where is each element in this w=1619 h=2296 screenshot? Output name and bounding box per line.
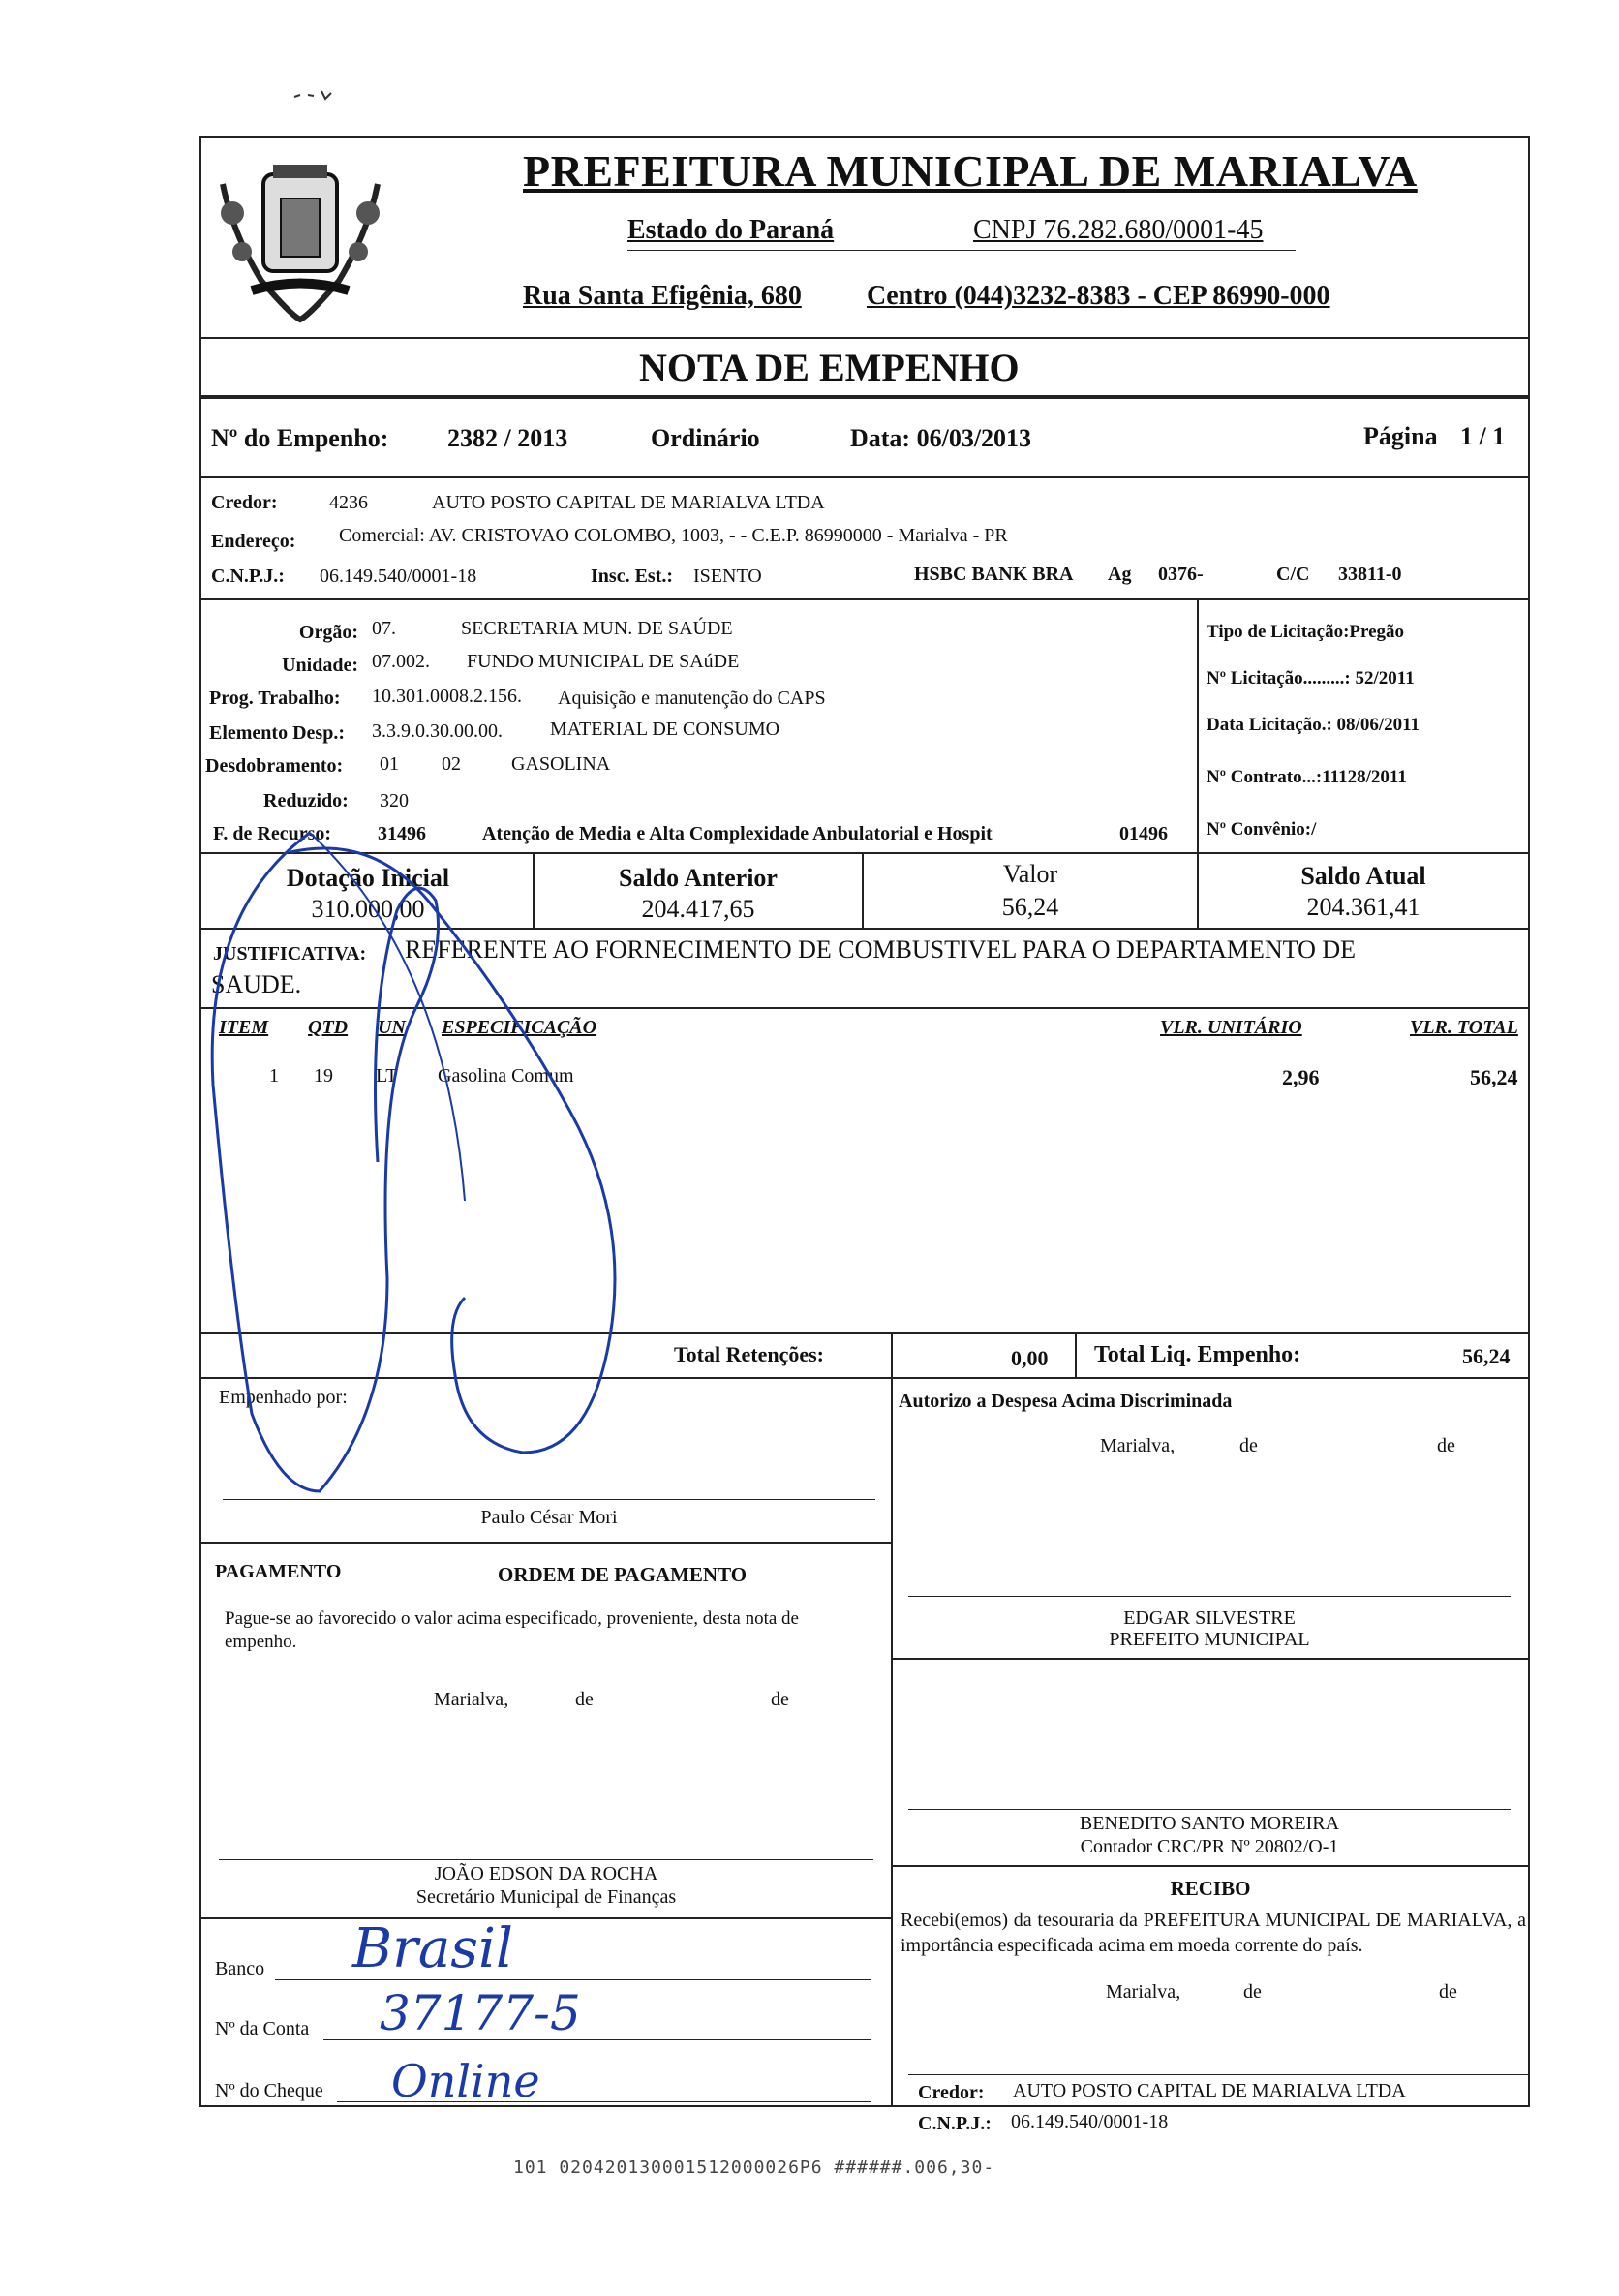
prog-label: Prog. Trabalho: xyxy=(209,688,341,709)
divider xyxy=(199,1917,891,1919)
ag-value: 0376- xyxy=(1158,564,1204,585)
handwritten-conta: 37177-5 xyxy=(380,1985,581,2041)
item-un: LT xyxy=(376,1065,398,1087)
underline xyxy=(627,250,1296,251)
ordem-label: ORDEM DE PAGAMENTO xyxy=(498,1563,748,1586)
recurso-label: F. de Recurso: xyxy=(213,823,332,844)
state-name: Estado do Paraná xyxy=(627,215,835,245)
contador-name: BENEDITO SANTO MOREIRA xyxy=(1079,1813,1340,1834)
divider xyxy=(891,1377,893,2107)
financas-role: Secretário Municipal de Finanças xyxy=(415,1886,677,1908)
licitacao-tipo: Tipo de Licitação:Pregão xyxy=(1207,622,1405,642)
recibo-de-1: de xyxy=(1243,1981,1262,2003)
recurso-code-2: 01496 xyxy=(1119,823,1168,844)
justificativa-line-1: REFERENTE AO FORNECIMENTO DE COMBUSTIVEL PARA O DEPARTAMENTO DE xyxy=(405,935,1357,964)
recibo-credor: AUTO POSTO CAPITAL DE MARIALVA LTDA xyxy=(1013,2080,1406,2101)
divider xyxy=(1075,1332,1077,1377)
cc-label: C/C xyxy=(1276,564,1310,585)
retencoes-value: 0,00 xyxy=(1011,1346,1049,1370)
autorizo-label: Autorizo a Despesa Acima Discriminada xyxy=(899,1391,1233,1412)
address: Rua Santa Efigênia, 680 xyxy=(523,281,802,311)
elemento-code: 3.3.9.0.30.00.00. xyxy=(372,720,503,742)
address-label: Endereço: xyxy=(211,531,296,552)
autorizo-de-1: de xyxy=(1239,1435,1258,1456)
page-label: Página xyxy=(1363,422,1438,450)
credor-cnpj: 06.149.540/0001-18 xyxy=(320,566,477,587)
divider xyxy=(199,1332,1530,1334)
pagamento-de-2: de xyxy=(771,1689,789,1710)
licitacao-data: Data Licitação.: 08/06/2011 xyxy=(1207,715,1420,735)
recibo-city: Marialva, xyxy=(1106,1981,1181,2003)
divider xyxy=(891,1658,1530,1660)
contador-role: Contador CRC/PR Nº 20802/O-1 xyxy=(1080,1836,1339,1857)
valor-label: Valor xyxy=(1002,860,1058,888)
recibo-cnpj-label: C.N.P.J.: xyxy=(918,2113,992,2134)
licitacao-numero: Nº Licitação.........: 52/2011 xyxy=(1207,668,1415,689)
divider xyxy=(891,1865,1530,1867)
divider xyxy=(199,395,1530,399)
pagamento-text: Pague-se ao favorecido o valor acima especificado, proveniente, desta nota de empenho. xyxy=(225,1608,799,1652)
recurso-name: Atenção de Media e Alta Complexidade Anbulatorial e Hospit xyxy=(482,823,993,844)
cheque-label: Nº do Cheque xyxy=(215,2080,323,2101)
signature-line xyxy=(219,1859,873,1860)
financas-signer: JOÃO EDSON DA ROCHA xyxy=(434,1863,658,1884)
item-spec: Gasolina Comum xyxy=(438,1065,574,1087)
unidade-name: FUNDO MUNICIPAL DE SAúDE xyxy=(467,651,740,672)
stray-marks xyxy=(290,85,349,105)
signature-line xyxy=(908,1596,1511,1597)
divider xyxy=(199,1542,891,1544)
prefeito-role: PREFEITO MUNICIPAL xyxy=(1109,1629,1310,1650)
licitacao-convenio: Nº Convênio:/ xyxy=(1207,819,1317,840)
saldo-atual-value: 204.361,41 xyxy=(1306,893,1420,921)
item-unit-price: 2,96 xyxy=(1282,1065,1320,1089)
cc-value: 33811-0 xyxy=(1338,564,1402,585)
page-title: PREFEITURA MUNICIPAL DE MARIALVA xyxy=(523,146,1418,196)
desdobramento-label: Desdobramento: xyxy=(205,755,344,777)
insc-label: Insc. Est.: xyxy=(591,566,674,587)
saldo-atual-label: Saldo Atual xyxy=(1300,862,1426,890)
bank-name: HSBC BANK BRA xyxy=(914,564,1074,585)
elemento-label: Elemento Desp.: xyxy=(209,722,345,744)
recibo-label: RECIBO xyxy=(1170,1877,1251,1900)
valor-value: 56,24 xyxy=(1001,893,1059,921)
divider xyxy=(199,852,1530,854)
divider xyxy=(891,1332,893,1377)
col-header-total: VLR. TOTAL xyxy=(1410,1017,1518,1038)
handwritten-banco: Brasil xyxy=(352,1917,513,1980)
district-phone-cep: Centro (044)3232-8383 - CEP 86990-000 xyxy=(867,281,1330,311)
empenho-date: Data: 06/03/2013 xyxy=(850,424,1032,452)
insc-value: ISENTO xyxy=(693,566,762,587)
autorizo-city: Marialva, xyxy=(1100,1435,1176,1456)
recurso-code: 31496 xyxy=(378,823,426,844)
elemento-name: MATERIAL DE CONSUMO xyxy=(550,719,780,740)
divider xyxy=(199,337,1530,339)
recibo-credor-label: Credor: xyxy=(918,2082,985,2103)
signature-line xyxy=(908,1809,1511,1810)
orgao-name: SECRETARIA MUN. DE SAÚDE xyxy=(461,618,733,639)
signature-line xyxy=(223,1499,875,1500)
recibo-text: Recebi(emos) da tesouraria da PREFEITURA MUNICIPAL DE MARIALVA, a importância especificada acima em moeda corrente do país. xyxy=(901,1910,1526,1956)
retencoes-label: Total Retenções: xyxy=(674,1342,824,1366)
item-number: 1 xyxy=(269,1065,279,1087)
col-header-spec: ESPECIFICAÇÃO xyxy=(442,1017,597,1038)
doc-title: NOTA DE EMPENHO xyxy=(639,346,1020,389)
reduzido-value: 320 xyxy=(380,790,409,811)
cnpj-label: C.N.P.J.: xyxy=(211,566,285,587)
liq-label: Total Liq. Empenho: xyxy=(1094,1342,1301,1367)
credor-name: AUTO POSTO CAPITAL DE MARIALVA LTDA xyxy=(432,492,825,513)
divider xyxy=(199,1007,1530,1009)
table-row xyxy=(199,1063,1530,1098)
saldo-anterior-value: 204.417,65 xyxy=(641,895,755,923)
item-qtd: 19 xyxy=(314,1065,333,1087)
coat-of-arms-icon xyxy=(203,145,397,329)
empenhado-signer: Paulo César Mori xyxy=(480,1507,618,1528)
prefeito-name: EDGAR SILVESTRE xyxy=(1123,1607,1296,1629)
desdobramento-b: 02 xyxy=(442,753,461,775)
empenho-num: 2382 / 2013 xyxy=(447,424,568,452)
col-header-un: UN xyxy=(378,1017,406,1038)
liq-value: 56,24 xyxy=(1462,1344,1511,1368)
licitacao-contrato: Nº Contrato...:11128/2011 xyxy=(1207,767,1407,787)
orgao-code: 07. xyxy=(372,618,396,639)
page-number: 1 / 1 xyxy=(1460,422,1506,450)
banco-label: Banco xyxy=(215,1958,265,1979)
reduzido-label: Reduzido: xyxy=(263,790,349,811)
pagamento-label: PAGAMENTO xyxy=(215,1561,342,1582)
autorizo-de-2: de xyxy=(1437,1435,1455,1456)
divider xyxy=(199,928,1530,930)
col-header-unit: VLR. UNITÁRIO xyxy=(1160,1017,1302,1038)
signature-line xyxy=(908,2074,1528,2075)
orgao-label: Orgão: xyxy=(298,622,358,643)
divider xyxy=(199,476,1530,478)
item-total: 56,24 xyxy=(1470,1065,1518,1089)
divider xyxy=(199,1377,1530,1379)
credor-label: Credor: xyxy=(211,492,278,513)
recibo-cnpj: 06.149.540/0001-18 xyxy=(1011,2111,1169,2132)
desdobramento-a: 01 xyxy=(380,753,399,775)
unidade-code: 07.002. xyxy=(372,651,430,672)
empenhado-label: Empenhado por: xyxy=(219,1387,348,1408)
divider xyxy=(199,598,1530,600)
unidade-label: Unidade: xyxy=(282,655,358,676)
footer-code: 101 020420130001512000026P6 ######.006,30- xyxy=(513,2158,995,2178)
credor-code: 4236 xyxy=(329,492,368,513)
prog-name: Aquisição e manutenção do CAPS xyxy=(558,688,826,709)
col-header-qtd: QTD xyxy=(308,1017,349,1038)
col-header-item: ITEM xyxy=(219,1017,269,1038)
conta-label: Nº da Conta xyxy=(215,2018,310,2039)
empenho-type: Ordinário xyxy=(651,424,760,452)
dotacao-label: Dotação Inicial xyxy=(286,864,450,892)
prog-code: 10.301.0008.2.156. xyxy=(372,686,522,707)
credor-address: Comercial: AV. CRISTOVAO COLOMBO, 1003, - - C.E.P. 86990000 - Marialva - PR xyxy=(339,525,1008,546)
prefeitura-cnpj: CNPJ 76.282.680/0001-45 xyxy=(973,215,1264,245)
justificativa-label: JUSTIFICATIVA: xyxy=(213,943,367,964)
pagamento-de-1: de xyxy=(575,1689,594,1710)
ag-label: Ag xyxy=(1108,564,1132,585)
saldo-anterior-label: Saldo Anterior xyxy=(619,864,778,892)
pagamento-city: Marialva, xyxy=(434,1689,509,1710)
recibo-de-2: de xyxy=(1439,1981,1457,2003)
empenho-num-label: Nº do Empenho: xyxy=(211,424,389,452)
justificativa-line-2: SAUDE. xyxy=(211,970,302,998)
desdobramento-name: GASOLINA xyxy=(511,753,611,775)
dotacao-value: 310.000,00 xyxy=(311,895,425,923)
handwritten-cheque: Online xyxy=(391,2055,540,2107)
